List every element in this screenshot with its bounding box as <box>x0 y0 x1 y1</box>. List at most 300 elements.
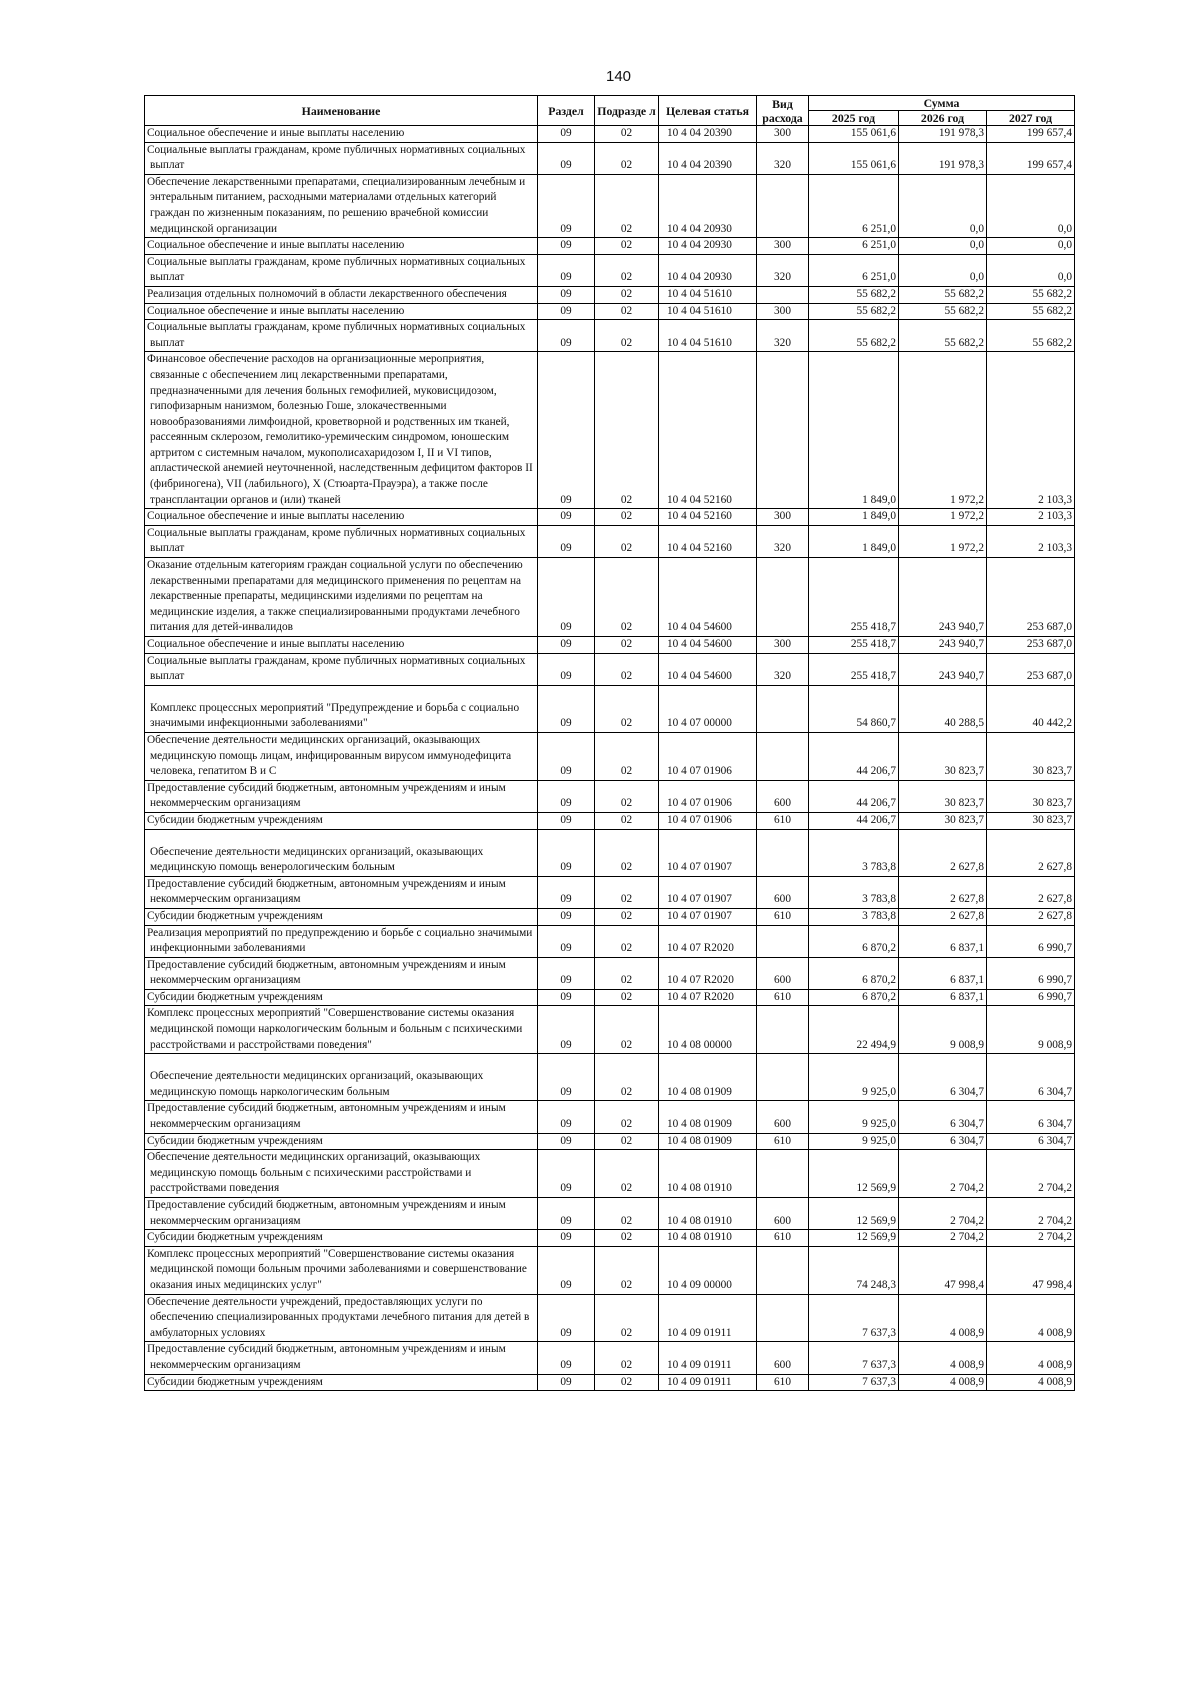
row-type <box>757 1006 809 1054</box>
row-value-2026: 47 998,4 <box>899 1246 987 1294</box>
row-value-2027: 2 704,2 <box>987 1198 1075 1230</box>
row-section: 09 <box>538 1374 595 1391</box>
row-value-2027: 4 008,9 <box>987 1342 1075 1374</box>
row-type: 600 <box>757 876 809 908</box>
row-type: 610 <box>757 1133 809 1150</box>
row-name: Социальные выплаты гражданам, кроме публичных нормативных социальных выплат <box>145 525 538 557</box>
row-section: 09 <box>538 829 595 876</box>
row-target: 10 4 04 54600 <box>659 637 757 654</box>
row-section: 09 <box>538 1150 595 1198</box>
row-subsection: 02 <box>595 286 659 303</box>
row-value-2026: 191 978,3 <box>899 126 987 143</box>
row-name: Предоставление субсидий бюджетным, автономным учреждениям и иным некоммерческим организациям <box>145 1342 538 1374</box>
row-target: 10 4 04 51610 <box>659 286 757 303</box>
row-value-2026: 243 940,7 <box>899 558 987 637</box>
table-row <box>145 989 1075 1006</box>
row-value-2027: 55 682,2 <box>987 303 1075 320</box>
row-value-2025: 6 251,0 <box>809 238 899 255</box>
row-section: 09 <box>538 142 595 174</box>
row-target: 10 4 07 01907 <box>659 908 757 925</box>
row-section: 09 <box>538 653 595 685</box>
row-target: 10 4 09 01911 <box>659 1342 757 1374</box>
row-subsection: 02 <box>595 685 659 732</box>
row-value-2025: 6 870,2 <box>809 925 899 957</box>
row-value-2026: 0,0 <box>899 174 987 237</box>
row-subsection: 02 <box>595 925 659 957</box>
row-type: 300 <box>757 637 809 654</box>
row-value-2026: 1 972,2 <box>899 525 987 557</box>
row-type: 300 <box>757 126 809 143</box>
row-section: 09 <box>538 509 595 526</box>
row-value-2026: 1 972,2 <box>899 509 987 526</box>
row-name: Субсидии бюджетным учреждениям <box>145 1133 538 1150</box>
row-value-2026: 2 704,2 <box>899 1150 987 1198</box>
row-target: 10 4 04 51610 <box>659 320 757 352</box>
row-value-2025: 6 870,2 <box>809 989 899 1006</box>
row-type: 300 <box>757 303 809 320</box>
row-type <box>757 1294 809 1342</box>
header-year-2026: 2026 год <box>899 111 987 126</box>
row-type: 610 <box>757 1374 809 1391</box>
row-value-2026: 55 682,2 <box>899 320 987 352</box>
table-row <box>145 957 1075 989</box>
row-value-2025: 54 860,7 <box>809 685 899 732</box>
row-name: Предоставление субсидий бюджетным, автономным учреждениям и иным некоммерческим организациям <box>145 780 538 812</box>
row-value-2025: 12 569,9 <box>809 1150 899 1198</box>
row-target: 10 4 04 54600 <box>659 653 757 685</box>
row-name: Субсидии бюджетным учреждениям <box>145 1230 538 1247</box>
header-target: Целевая статья <box>659 96 757 126</box>
row-section: 09 <box>538 1101 595 1133</box>
row-subsection: 02 <box>595 1054 659 1101</box>
row-subsection: 02 <box>595 1101 659 1133</box>
row-type: 300 <box>757 238 809 255</box>
row-value-2025: 255 418,7 <box>809 558 899 637</box>
row-value-2027: 6 990,7 <box>987 925 1075 957</box>
row-value-2026: 6 837,1 <box>899 925 987 957</box>
row-name: Субсидии бюджетным учреждениям <box>145 908 538 925</box>
row-name: Предоставление субсидий бюджетным, автономным учреждениям и иным некоммерческим организациям <box>145 1198 538 1230</box>
row-value-2026: 4 008,9 <box>899 1342 987 1374</box>
row-target: 10 4 09 01911 <box>659 1294 757 1342</box>
table-row <box>145 637 1075 654</box>
table-row <box>145 876 1075 908</box>
row-name: Комплекс процессных мероприятий "Совершенствование системы оказания медицинской помощи наркологическим больным и больным с психическими расстройствами и расстройствами поведения" <box>145 1006 538 1054</box>
row-target: 10 4 08 01910 <box>659 1150 757 1198</box>
row-section: 09 <box>538 925 595 957</box>
row-value-2025: 74 248,3 <box>809 1246 899 1294</box>
row-target: 10 4 09 00000 <box>659 1246 757 1294</box>
row-section: 09 <box>538 732 595 780</box>
row-value-2027: 2 103,3 <box>987 509 1075 526</box>
row-subsection: 02 <box>595 126 659 143</box>
row-value-2026: 0,0 <box>899 238 987 255</box>
row-value-2027: 4 008,9 <box>987 1374 1075 1391</box>
row-section: 09 <box>538 1198 595 1230</box>
row-value-2027: 6 304,7 <box>987 1101 1075 1133</box>
row-name: Субсидии бюджетным учреждениям <box>145 812 538 829</box>
row-name: Социальное обеспечение и иные выплаты населению <box>145 637 538 654</box>
row-subsection: 02 <box>595 653 659 685</box>
row-section: 09 <box>538 1342 595 1374</box>
row-section: 09 <box>538 525 595 557</box>
table-row <box>145 925 1075 957</box>
row-value-2027: 0,0 <box>987 254 1075 286</box>
header-subsection: Подразде л <box>595 96 659 126</box>
row-value-2025: 44 206,7 <box>809 732 899 780</box>
row-value-2025: 55 682,2 <box>809 303 899 320</box>
row-target: 10 4 04 54600 <box>659 558 757 637</box>
table-row <box>145 352 1075 509</box>
row-value-2026: 6 304,7 <box>899 1101 987 1133</box>
table-row <box>145 829 1075 876</box>
row-value-2025: 3 783,8 <box>809 876 899 908</box>
row-subsection: 02 <box>595 829 659 876</box>
row-target: 10 4 07 01906 <box>659 732 757 780</box>
row-section: 09 <box>538 1133 595 1150</box>
row-section: 09 <box>538 1230 595 1247</box>
table-row <box>145 525 1075 557</box>
row-value-2027: 0,0 <box>987 238 1075 255</box>
row-subsection: 02 <box>595 1150 659 1198</box>
row-value-2027: 2 704,2 <box>987 1150 1075 1198</box>
row-value-2026: 6 837,1 <box>899 957 987 989</box>
row-value-2027: 6 990,7 <box>987 989 1075 1006</box>
table-row <box>145 1374 1075 1391</box>
row-section: 09 <box>538 303 595 320</box>
row-section: 09 <box>538 126 595 143</box>
table-row <box>145 509 1075 526</box>
row-target: 10 4 07 01906 <box>659 812 757 829</box>
row-value-2026: 243 940,7 <box>899 653 987 685</box>
table-row <box>145 653 1075 685</box>
row-value-2026: 2 627,8 <box>899 908 987 925</box>
row-value-2025: 255 418,7 <box>809 637 899 654</box>
row-target: 10 4 09 01911 <box>659 1374 757 1391</box>
row-name: Социальное обеспечение и иные выплаты населению <box>145 238 538 255</box>
row-section: 09 <box>538 254 595 286</box>
row-section: 09 <box>538 320 595 352</box>
row-target: 10 4 07 00000 <box>659 685 757 732</box>
row-value-2027: 6 304,7 <box>987 1133 1075 1150</box>
row-value-2025: 7 637,3 <box>809 1374 899 1391</box>
row-subsection: 02 <box>595 352 659 509</box>
row-type: 320 <box>757 653 809 685</box>
row-type <box>757 352 809 509</box>
row-value-2027: 40 442,2 <box>987 685 1075 732</box>
row-section: 09 <box>538 989 595 1006</box>
table-row <box>145 908 1075 925</box>
row-value-2026: 6 304,7 <box>899 1133 987 1150</box>
row-section: 09 <box>538 812 595 829</box>
row-target: 10 4 04 20390 <box>659 126 757 143</box>
row-type <box>757 829 809 876</box>
row-target: 10 4 07 01906 <box>659 780 757 812</box>
row-value-2025: 44 206,7 <box>809 780 899 812</box>
row-value-2026: 4 008,9 <box>899 1374 987 1391</box>
row-name: Социальные выплаты гражданам, кроме публичных нормативных социальных выплат <box>145 653 538 685</box>
row-subsection: 02 <box>595 1246 659 1294</box>
row-value-2027: 2 627,8 <box>987 829 1075 876</box>
row-target: 10 4 04 52160 <box>659 509 757 526</box>
row-name: Предоставление субсидий бюджетным, автономным учреждениям и иным некоммерческим организациям <box>145 1101 538 1133</box>
header-sum: Сумма <box>809 96 1075 111</box>
row-value-2025: 6 251,0 <box>809 174 899 237</box>
row-name-text: Комплекс процессных мероприятий "Предупреждение и борьба с социально значимыми инфекционными заболеваниями" <box>150 701 520 730</box>
row-value-2026: 2 627,8 <box>899 829 987 876</box>
budget-table <box>144 95 1075 1391</box>
row-value-2027: 2 627,8 <box>987 876 1075 908</box>
row-value-2027: 6 304,7 <box>987 1054 1075 1101</box>
table-row <box>145 303 1075 320</box>
row-value-2026: 40 288,5 <box>899 685 987 732</box>
row-subsection: 02 <box>595 1230 659 1247</box>
row-value-2025: 255 418,7 <box>809 653 899 685</box>
header-section: Раздел <box>538 96 595 126</box>
row-name: Социальные выплаты гражданам, кроме публичных нормативных социальных выплат <box>145 254 538 286</box>
row-name: Предоставление субсидий бюджетным, автономным учреждениям и иным некоммерческим организациям <box>145 876 538 908</box>
row-type: 600 <box>757 780 809 812</box>
table-row <box>145 286 1075 303</box>
row-subsection: 02 <box>595 1198 659 1230</box>
row-value-2025: 9 925,0 <box>809 1133 899 1150</box>
row-target: 10 4 04 51610 <box>659 303 757 320</box>
row-subsection: 02 <box>595 525 659 557</box>
row-value-2025: 6 870,2 <box>809 957 899 989</box>
row-name: Финансовое обеспечение расходов на организационные мероприятия, связанные с обеспечением лиц лекарственными препаратами, предназначенными для лечения больных гемофилией, муковисцидозом, гипофизарным нанизмом, болезнью Гоше, злокачественными новообразованиями лимфоидной, кроветворной и родственных им тканей, рассеянным склерозом, гемолитико-уремическим синдромом, юношеским артритом с системным началом, мукополисахаридозом I, II и VI типов, апластической анемией неуточненной, наследственным дефицитом факторов II (фибриногена), VII (лабильного), X (Стюарта-Прауэра), а также после трансплантации органов и (или) тканей <box>145 352 538 509</box>
row-subsection: 02 <box>595 876 659 908</box>
table-row <box>145 780 1075 812</box>
row-subsection: 02 <box>595 238 659 255</box>
row-value-2027: 0,0 <box>987 174 1075 237</box>
row-type: 320 <box>757 142 809 174</box>
row-target: 10 4 07 R2020 <box>659 989 757 1006</box>
row-name: Обеспечение деятельности медицинских организаций, оказывающих медицинскую помощь лицам, инфицированным вирусом иммунодефицита человека, гепатитом В и С <box>145 732 538 780</box>
row-value-2026: 55 682,2 <box>899 286 987 303</box>
row-value-2027: 253 687,0 <box>987 637 1075 654</box>
row-type: 610 <box>757 812 809 829</box>
header-type: Вид расхода <box>757 96 809 126</box>
row-value-2026: 9 008,9 <box>899 1006 987 1054</box>
header-year-2027: 2027 год <box>987 111 1075 126</box>
table-row <box>145 142 1075 174</box>
table-row <box>145 1101 1075 1133</box>
row-type: 320 <box>757 320 809 352</box>
row-section: 09 <box>538 957 595 989</box>
row-target: 10 4 08 01909 <box>659 1101 757 1133</box>
row-subsection: 02 <box>595 780 659 812</box>
row-value-2026: 243 940,7 <box>899 637 987 654</box>
row-value-2027: 30 823,7 <box>987 732 1075 780</box>
row-value-2027: 199 657,4 <box>987 126 1075 143</box>
row-value-2025: 3 783,8 <box>809 908 899 925</box>
table-body <box>145 126 1075 1391</box>
row-value-2026: 6 304,7 <box>899 1054 987 1101</box>
row-value-2026: 0,0 <box>899 254 987 286</box>
table-row <box>145 1054 1075 1101</box>
row-subsection: 02 <box>595 908 659 925</box>
row-type <box>757 1054 809 1101</box>
row-type <box>757 925 809 957</box>
table-row <box>145 126 1075 143</box>
row-section: 09 <box>538 286 595 303</box>
table-row <box>145 1133 1075 1150</box>
row-name: Предоставление субсидий бюджетным, автономным учреждениям и иным некоммерческим организациям <box>145 957 538 989</box>
row-target: 10 4 04 20930 <box>659 238 757 255</box>
table-row <box>145 732 1075 780</box>
row-value-2025: 55 682,2 <box>809 320 899 352</box>
row-value-2025: 1 849,0 <box>809 352 899 509</box>
row-name: Комплекс процессных мероприятий "Совершенствование системы оказания медицинской помощи больным прочими заболеваниями и совершенствование оказания иных медицинских услуг" <box>145 1246 538 1294</box>
row-value-2026: 1 972,2 <box>899 352 987 509</box>
row-value-2026: 55 682,2 <box>899 303 987 320</box>
row-section: 09 <box>538 908 595 925</box>
row-name: Реализация мероприятий по предупреждению и борьбе с социально значимыми инфекционными заболеваниями <box>145 925 538 957</box>
row-section: 09 <box>538 1054 595 1101</box>
row-subsection: 02 <box>595 812 659 829</box>
row-name <box>145 1054 538 1101</box>
row-type <box>757 174 809 237</box>
row-value-2027: 2 103,3 <box>987 352 1075 509</box>
row-value-2026: 6 837,1 <box>899 989 987 1006</box>
table-row <box>145 558 1075 637</box>
row-subsection: 02 <box>595 320 659 352</box>
row-subsection: 02 <box>595 509 659 526</box>
row-name: Социальные выплаты гражданам, кроме публичных нормативных социальных выплат <box>145 320 538 352</box>
row-type: 320 <box>757 525 809 557</box>
row-subsection: 02 <box>595 142 659 174</box>
row-value-2025: 1 849,0 <box>809 525 899 557</box>
table-row <box>145 1198 1075 1230</box>
row-target: 10 4 08 01910 <box>659 1198 757 1230</box>
row-target: 10 4 07 01907 <box>659 829 757 876</box>
row-value-2027: 55 682,2 <box>987 286 1075 303</box>
table-row <box>145 1230 1075 1247</box>
row-section: 09 <box>538 685 595 732</box>
row-section: 09 <box>538 238 595 255</box>
row-value-2026: 30 823,7 <box>899 812 987 829</box>
row-name: Социальное обеспечение и иные выплаты населению <box>145 303 538 320</box>
row-target: 10 4 04 52160 <box>659 352 757 509</box>
row-value-2025: 22 494,9 <box>809 1006 899 1054</box>
row-section: 09 <box>538 780 595 812</box>
row-name: Обеспечение лекарственными препаратами, специализированным лечебным и энтеральным питанием, расходными материалами отдельных категорий граждан по жизненным показаниям, по решению врачебной комиссии медицинской организации <box>145 174 538 237</box>
row-subsection: 02 <box>595 303 659 320</box>
row-value-2025: 155 061,6 <box>809 142 899 174</box>
row-target: 10 4 04 20930 <box>659 174 757 237</box>
row-value-2027: 4 008,9 <box>987 1294 1075 1342</box>
row-name <box>145 685 538 732</box>
row-name: Реализация отдельных полномочий в области лекарственного обеспечения <box>145 286 538 303</box>
row-value-2025: 12 569,9 <box>809 1198 899 1230</box>
row-value-2026: 2 627,8 <box>899 876 987 908</box>
table-row <box>145 1342 1075 1374</box>
row-target: 10 4 04 52160 <box>659 525 757 557</box>
table-row <box>145 174 1075 237</box>
row-value-2026: 30 823,7 <box>899 732 987 780</box>
row-value-2026: 2 704,2 <box>899 1230 987 1247</box>
table-row <box>145 1246 1075 1294</box>
row-section: 09 <box>538 876 595 908</box>
row-value-2025: 12 569,9 <box>809 1230 899 1247</box>
table-row <box>145 254 1075 286</box>
row-value-2027: 253 687,0 <box>987 653 1075 685</box>
row-value-2027: 253 687,0 <box>987 558 1075 637</box>
row-target: 10 4 08 00000 <box>659 1006 757 1054</box>
row-type: 600 <box>757 957 809 989</box>
row-value-2027: 2 704,2 <box>987 1230 1075 1247</box>
row-target: 10 4 08 01909 <box>659 1054 757 1101</box>
row-name: Социальное обеспечение и иные выплаты населению <box>145 126 538 143</box>
row-section: 09 <box>538 352 595 509</box>
row-name: Субсидии бюджетным учреждениям <box>145 989 538 1006</box>
row-type: 600 <box>757 1198 809 1230</box>
row-value-2026: 191 978,3 <box>899 142 987 174</box>
row-subsection: 02 <box>595 1342 659 1374</box>
row-value-2027: 6 990,7 <box>987 957 1075 989</box>
row-target: 10 4 07 01907 <box>659 876 757 908</box>
row-type <box>757 732 809 780</box>
row-type <box>757 1246 809 1294</box>
row-section: 09 <box>538 1294 595 1342</box>
row-name: Оказание отдельным категориям граждан социальной услуги по обеспечению лекарственными препаратами для медицинского применения по рецептам на лекарственные препараты, медицинскими изделиями по рецептам на медицинские изделия, а также специализированными продуктами лечебного питания для детей-инвалидов <box>145 558 538 637</box>
header-year-2025: 2025 год <box>809 111 899 126</box>
row-value-2026: 2 704,2 <box>899 1198 987 1230</box>
row-subsection: 02 <box>595 558 659 637</box>
table-row <box>145 812 1075 829</box>
row-target: 10 4 07 R2020 <box>659 925 757 957</box>
row-subsection: 02 <box>595 1006 659 1054</box>
table-row <box>145 1294 1075 1342</box>
row-value-2026: 4 008,9 <box>899 1294 987 1342</box>
row-value-2027: 2 103,3 <box>987 525 1075 557</box>
row-name-text: Обеспечение деятельности медицинских организаций, оказывающих медицинскую помощь наркологическим больным <box>150 1070 484 1098</box>
row-section: 09 <box>538 1246 595 1294</box>
row-value-2027: 30 823,7 <box>987 780 1075 812</box>
row-target: 10 4 04 20930 <box>659 254 757 286</box>
row-subsection: 02 <box>595 1294 659 1342</box>
row-name: Обеспечение деятельности медицинских организаций, оказывающих медицинскую помощь больным с психическими расстройствами и расстройствами поведения <box>145 1150 538 1198</box>
row-subsection: 02 <box>595 254 659 286</box>
row-name-text: Обеспечение деятельности медицинских организаций, оказывающих медицинскую помощь венерологическим больным <box>150 845 484 874</box>
table-row <box>145 1150 1075 1198</box>
table-row <box>145 685 1075 732</box>
row-target: 10 4 04 20390 <box>659 142 757 174</box>
row-value-2025: 44 206,7 <box>809 812 899 829</box>
row-value-2025: 7 637,3 <box>809 1342 899 1374</box>
row-value-2027: 55 682,2 <box>987 320 1075 352</box>
row-value-2025: 3 783,8 <box>809 829 899 876</box>
row-value-2025: 6 251,0 <box>809 254 899 286</box>
row-name: Социальное обеспечение и иные выплаты населению <box>145 509 538 526</box>
row-type: 610 <box>757 908 809 925</box>
row-value-2025: 55 682,2 <box>809 286 899 303</box>
header-name: Наименование <box>145 96 538 126</box>
row-name <box>145 829 538 876</box>
row-type: 600 <box>757 1101 809 1133</box>
row-type <box>757 286 809 303</box>
row-value-2025: 9 925,0 <box>809 1054 899 1101</box>
row-subsection: 02 <box>595 732 659 780</box>
row-value-2025: 155 061,6 <box>809 126 899 143</box>
row-section: 09 <box>538 558 595 637</box>
row-subsection: 02 <box>595 957 659 989</box>
row-target: 10 4 08 01910 <box>659 1230 757 1247</box>
row-value-2027: 47 998,4 <box>987 1246 1075 1294</box>
row-value-2025: 1 849,0 <box>809 509 899 526</box>
row-section: 09 <box>538 1006 595 1054</box>
row-value-2025: 9 925,0 <box>809 1101 899 1133</box>
